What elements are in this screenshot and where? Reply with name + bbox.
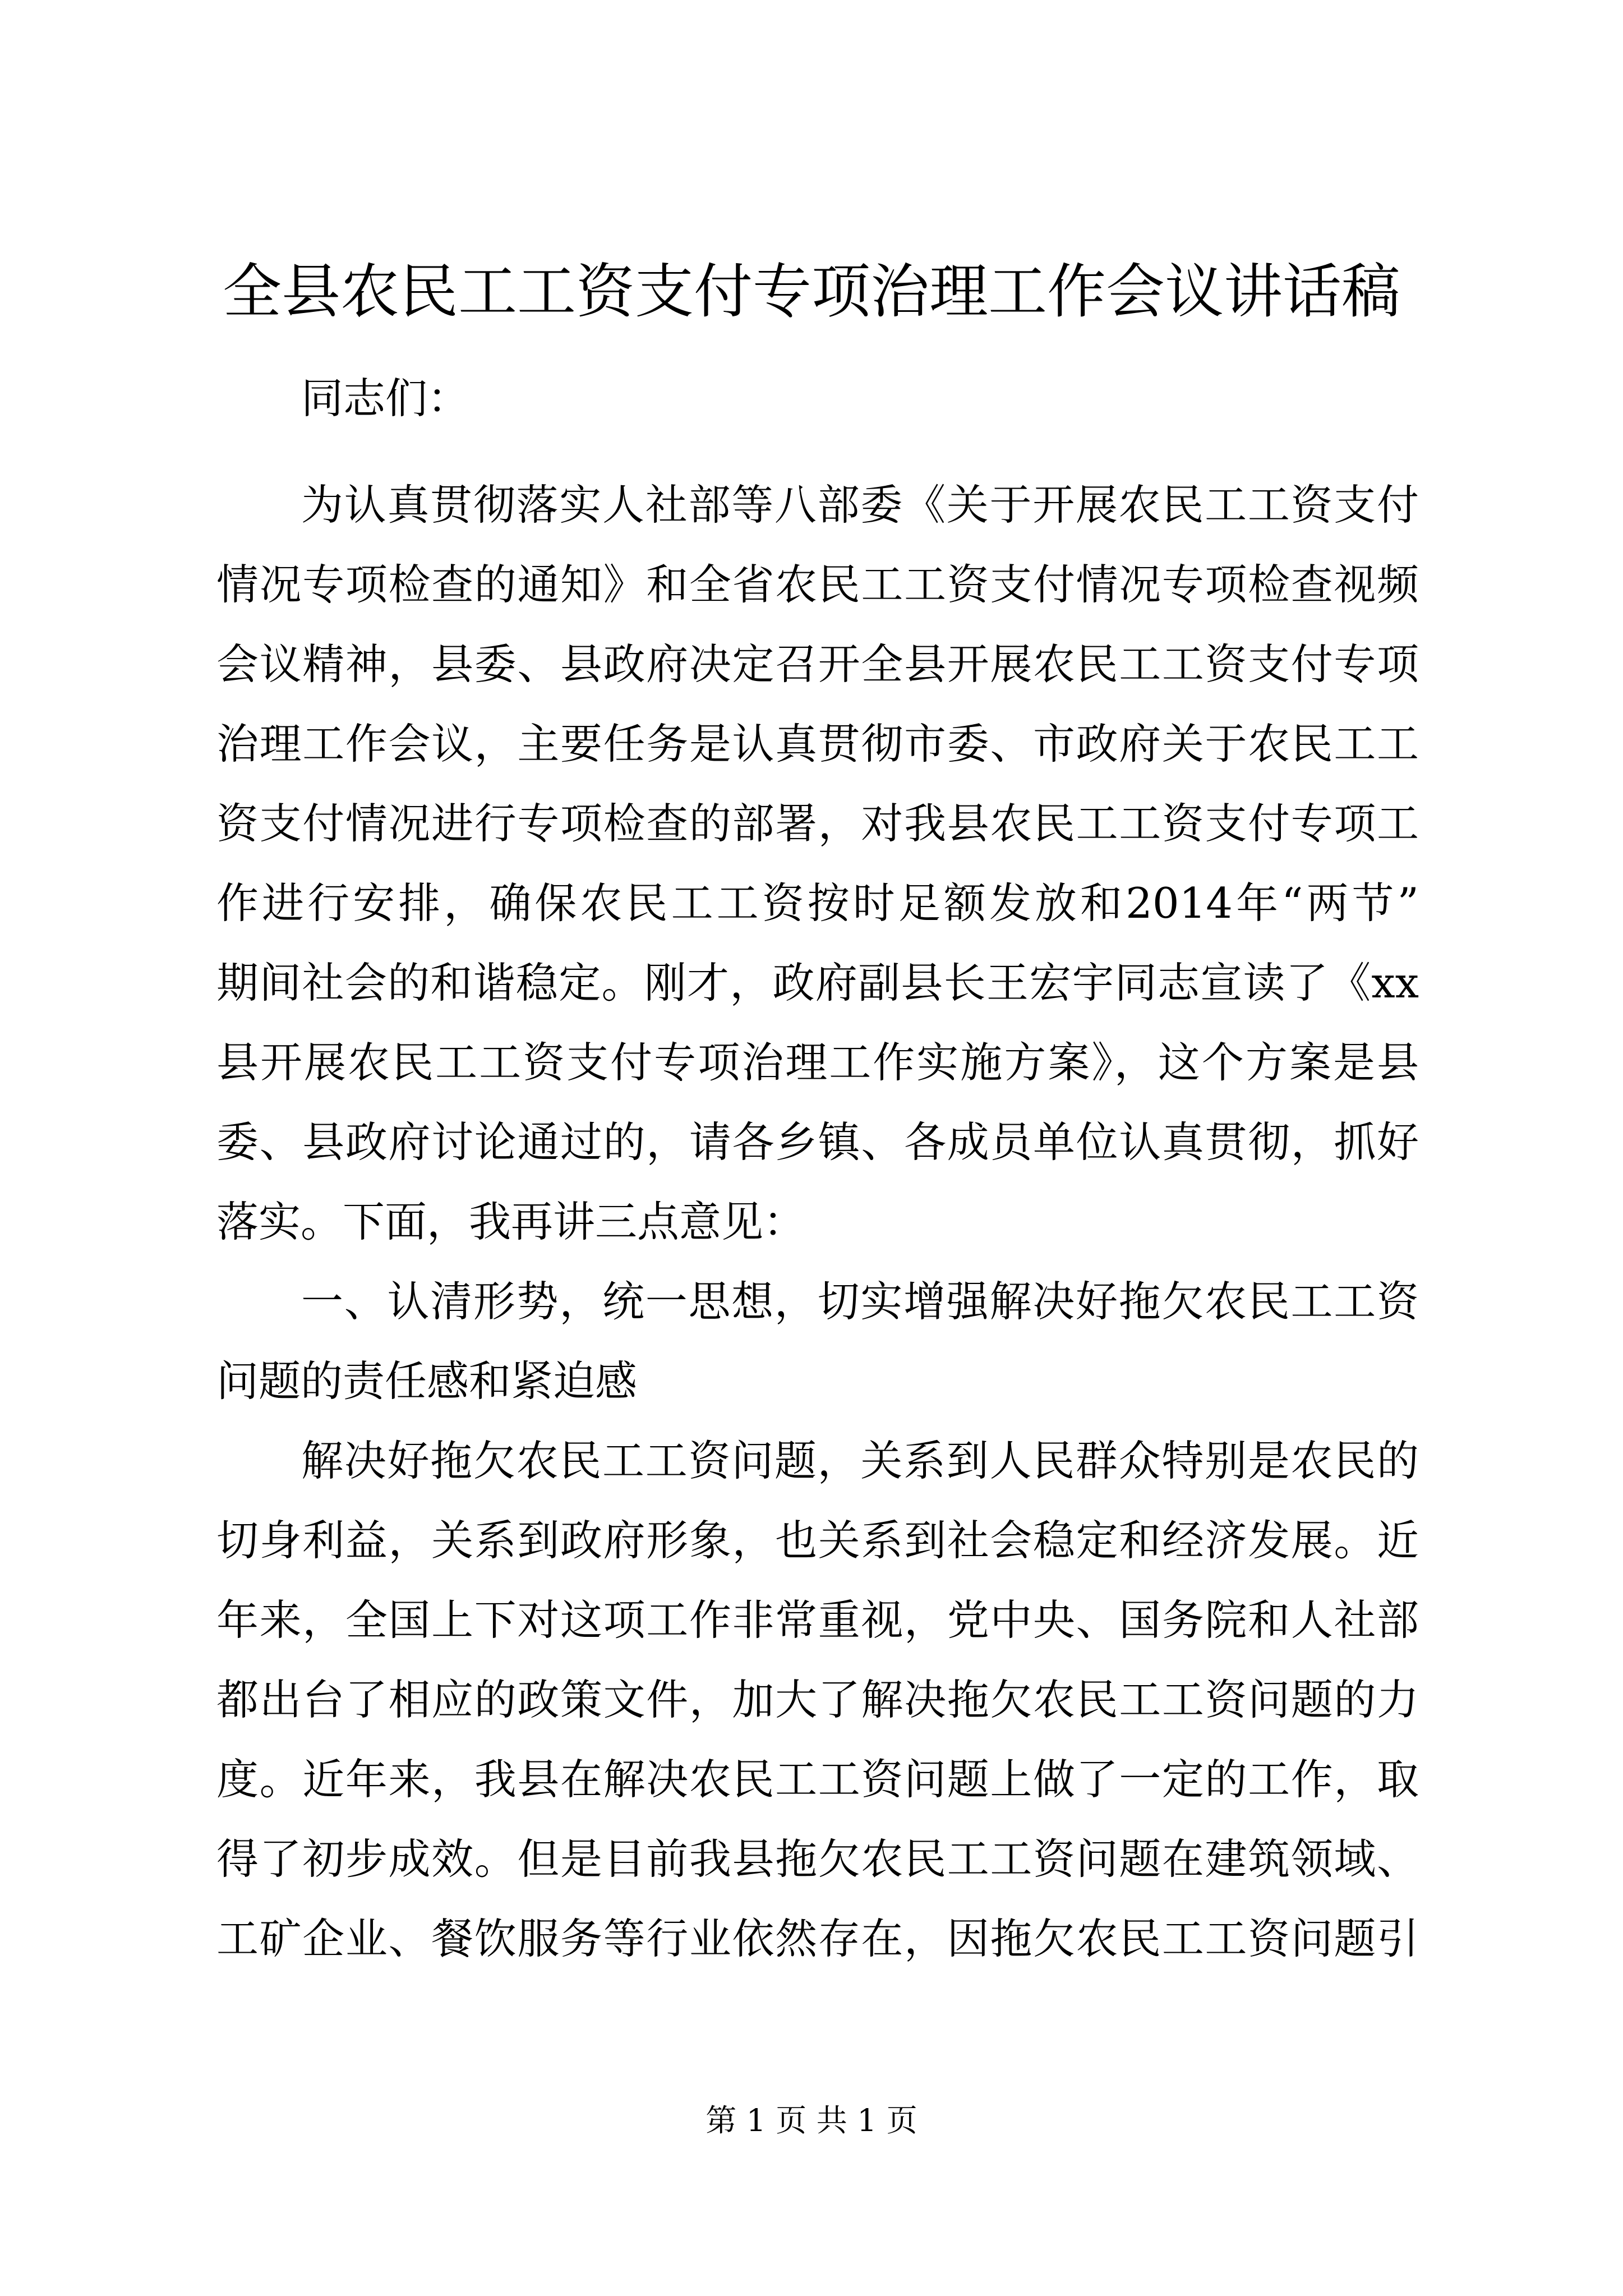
paragraph-line: 会议精神，县委、县政府决定召开全县开展农民工工资支付专项 bbox=[216, 639, 1419, 689]
paragraph-line: 治理工作会议，主要任务是认真贯彻市委、市政府关于农民工工 bbox=[216, 719, 1419, 769]
paragraph-line: 县开展农民工工资支付专项治理工作实施方案》，这个方案是县 bbox=[216, 1038, 1419, 1087]
page-footer: 第 1 页 共 1 页 bbox=[706, 2102, 917, 2138]
paragraph-line: 工矿企业、餐饮服务等行业依然存在，因拖欠农民工工资问题引 bbox=[216, 1914, 1419, 1963]
paragraph-line: 期间社会的和谐稳定。刚才，政府副县长王宏宇同志宣读了《xx bbox=[216, 958, 1419, 1007]
paragraph-line: 都出台了相应的政策文件，加大了解决拖欠农民工工资问题的力 bbox=[216, 1675, 1419, 1724]
page-title: 全县农民工工资支付专项治理工作会议讲话稿 bbox=[222, 257, 1400, 326]
paragraph-line: 情况专项检查的通知》和全省农民工工资支付情况专项检查视频 bbox=[216, 560, 1419, 609]
paragraph-line: 委、县政府讨论通过的，请各乡镇、各成员单位认真贯彻，抓好 bbox=[216, 1117, 1419, 1167]
paragraph-line: 得了初步成效。但是目前我县拖欠农民工工资问题在建筑领域、 bbox=[216, 1834, 1419, 1884]
paragraph-line: 落实。下面，我再讲三点意见： bbox=[216, 1197, 806, 1246]
heading-line: 问题的责任感和紧迫感 bbox=[216, 1356, 638, 1406]
paragraph-line: 资支付情况进行专项检查的部署，对我县农民工工资支付专项工 bbox=[216, 799, 1419, 848]
paragraph-line: 为认真贯彻落实人社部等八部委《关于开展农民工工资支付 bbox=[301, 480, 1419, 530]
paragraph-line: 解决好拖欠农民工工资问题，关系到人民群众特别是农民的 bbox=[301, 1436, 1419, 1485]
heading-line: 一、认清形势，统一思想，切实增强解决好拖欠农民工工资 bbox=[301, 1277, 1419, 1326]
paragraph-line: 作进行安排，确保农民工工资按时足额发放和2014年“两节” bbox=[216, 878, 1419, 928]
paragraph-line: 度。近年来，我县在解决农民工工资问题上做了一定的工作，取 bbox=[216, 1755, 1419, 1804]
paragraph-line: 切身利益，关系到政府形象，也关系到社会稳定和经济发展。近 bbox=[216, 1516, 1419, 1565]
paragraph-line: 年来，全国上下对这项工作非常重视，党中央、国务院和人社部 bbox=[216, 1595, 1419, 1645]
greeting: 同志们： bbox=[301, 374, 470, 423]
